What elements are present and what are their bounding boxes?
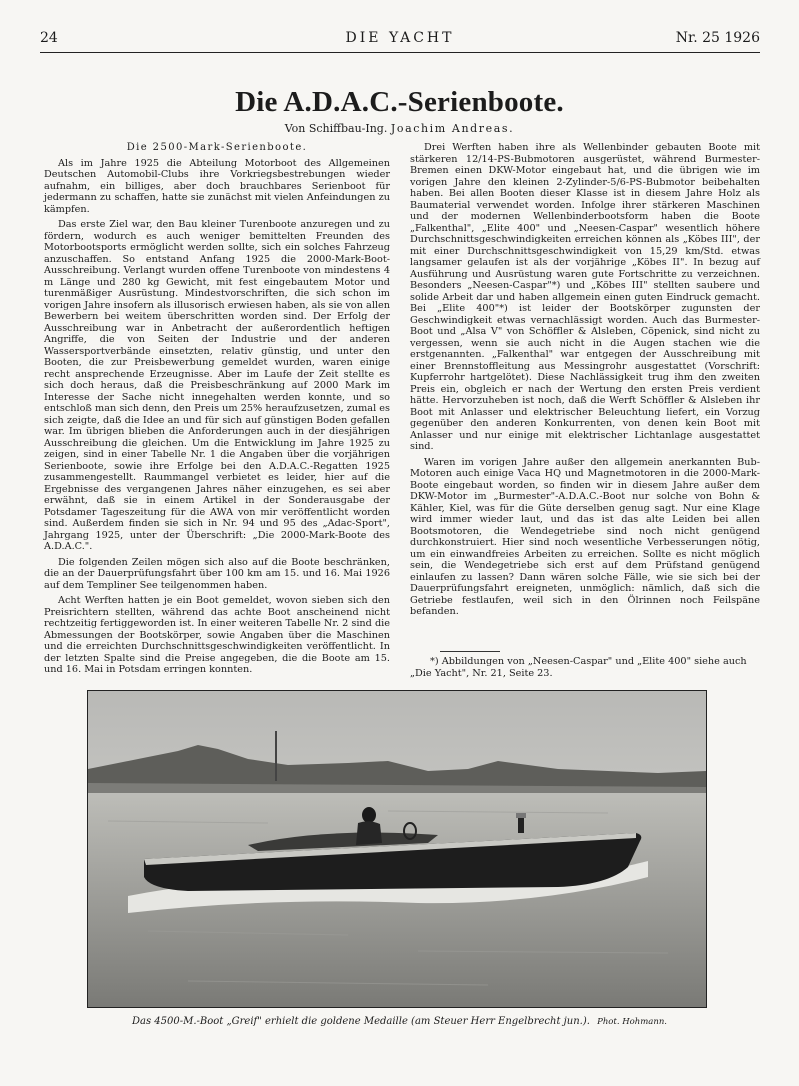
header-rule — [40, 52, 760, 53]
paragraph: Die folgenden Zeilen mögen sich also auf die Boote beschränken, die an der Dauerprüfungsfahrt über 100 km am 15. und 16. Mai 1926 auf dem Templiner See teilgenommen haben. — [44, 556, 390, 591]
boat-photo-image — [88, 691, 706, 1007]
footnote-rule — [440, 651, 500, 652]
article-column-right — [410, 142, 760, 622]
photo-caption — [0, 1016, 799, 1027]
photo-caption-text: Das 4500-M.-Boot „Greif" erhielt die goldene Medaille (am Steuer Herr Engelbrecht jun.). — [131, 1016, 590, 1027]
paragraph: Acht Werften hatten je ein Boot gemeldet, wovon sieben sich den Preisrichtern stellten, während das achte Boot anscheinend nicht rechtzeitig fertiggeworden ist. In einer weiteren Tabelle Nr. 2 sind die Abmessungen der Bootskörper, sowie Angaben über die Maschinen und die erreichten Durchschnittsgeschwindigkeiten veröffentlicht. In der letzten Spalte sind die Preise angegeben, die die Boote am 15. und 16. Mai in Potsdam erringen konnten. — [44, 595, 390, 675]
paragraph: Waren im vorigen Jahre außer den allgemein anerkannten Bub-Motoren auch einige Vaca HQ und Magnetmotoren in die 2000-Mark-Boote eingebaut worden, so finden wir in diesem Jahre außer dem DKW-Motor im „Burmester"-A.D.A.C.-Boot nur solche von Bohn & Kähler, Kiel, was für die Güte derselben genug sagt. Nur eine Klage wird immer wieder laut, und das ist das alte Leiden bei allen Bootsmotoren, die Wendegetriebe sind noch nicht genügend durchkonstruiert. Hier sind noch wesentliche Verbesserungen nötig, um ein einwandfreies Arbeiten zu erreichen. Sollte es nicht möglich sein, die Wendegetriebe sich erst auf dem Prüfstand genügend einlaufen zu lassen? Dann wären solche Fälle, wie sie sich bei der Dauerprüfungsfahrt ereigneten, unmöglich: nämlich, daß sich die Getriebe festlaufen, weil sich in den Ölrinnen noch Feilspäne befanden. — [410, 456, 760, 617]
photo-credit: Phot. Hohmann. — [597, 1017, 668, 1027]
paragraph: Das erste Ziel war, den Bau kleiner Turenboote anzuregen und zu fördern, wodurch es auch weniger bemittelten Freunden des Motorbootsports ermöglicht werden sollte, sich ein solches Fahrzeug anzuschaffen. So entstand Anfang 1925 die 2000-Mark-Boot-Ausschreibung. Verlangt wurden offene Turenboote von mindestens 4 m Länge und 280 kg Gewicht, mit fest eingebautem Motor und turenmäßiger Ausrüstung. Mindestvorschriften, die sich schon im vorigen Jahre insofern als illusorisch erwiesen haben, als sie von allen Bewerbern bei weitem überschritten worden sind. Der Erfolg der Ausschreibung war in Anbetracht der außerordentlich heftigen Angriffe, die von Seiten der Industrie und der anderen Wassersportverbände einsetzten, relativ günstig, und unter den Booten, die zur Preisbewerbung gemeldet wurden, waren einige recht ansprechende Erzeugnisse. Aber im Laufe der Zeit stellte es sich doch heraus, daß die Preisbeschränkung auf 2000 Mark im Interesse der Sache nicht innegehalten werden konnte, und so entschloß man sich denn, den Preis um 25% heraufzusetzen, zumal es sich zeigte, daß die Idee an und für sich auf günstigen Boden gefallen war. Im übrigen blieben die Anforderungen auch in der diesjährigen Ausschreibung die gleichen. Um die Entwicklung im Jahre 1925 zu zeigen, sind in einer Tabelle Nr. 1 die Angaben über die vorjährigen Serienboote, sowie ihre Erfolge bei den A.D.A.C.-Regatten 1925 zusammengestellt. Raummangel verbietet es leider, hier auf die Ergebnisse des vergangenen Jahres näher einzugehen, es sei aber erwähnt, daß sie in einem Artikel in der Sonderausgabe der Potsdamer Tageszeitung für die AWA von mir veröffentlicht worden sind. Außerdem finden sie sich in Nr. 94 und 95 des „Adac-Sport", Jahrgang 1925, unter der Überschrift: „Die 2000-Mark-Boote des A.D.A.C.". — [44, 219, 390, 552]
page-header — [40, 30, 760, 50]
paragraph: Drei Werften haben ihre als Wellenbinder gebauten Boote mit stärkeren 12/14-PS-Bubmotoren ausgerüstet, während Burmester-Bremen einen DKW-Motor eingebaut hat, und die übrigen wie im vorigen Jahre den kleinen 2-Zylinder-5/6-PS-Bubmotor beibehalten haben. Bei allen Booten dieser Klasse ist in diesem Jahre Holz als Baumaterial verwendet worden. Infolge ihrer stärkeren Maschinen und der modernen Wellenbinderbootsform haben die Boote „Falkenthal", „Elite 400" und „Neesen-Caspar" wesentlich höhere Durchschnittsgeschwindigkeiten erreichen können als „Köbes III", der mit einer Durchschnittsgeschwindigkeit von 15,29 km/Std. etwas langsamer gelaufen ist als der vorjährige „Köbes II". In bezug auf Ausführung und Ausrüstung waren gute Fortschritte zu verzeichnen. Besonders „Neesen-Caspar"*) und „Köbes III" stellten saubere und solide Arbeit dar und haben allgemein einen guten Eindruck gemacht. Bei „Elite 400"*) ist leider der Bootskörper zugunsten der Geschwindigkeit etwas vernachlässigt worden. Auch das Burmester-Boot und „Alsa V" von Schöffler & Alsleben, Cöpenick, sind nicht zu vergessen, wenn sie auch nicht in die Augen stachen wie die erstgenannten. „Falkenthal" war entgegen der Ausschreibung mit einer Brennstoffleitung aus Messingrohr ausgestattet (Vorschrift: Kupferrohr hartgelötet). Diese Nachlässigkeit trug ihm den zweiten Preis ein, obgleich er nach der Wertung den ersten Preis verdient hätte. Hervorzuheben ist noch, daß die Werft Schöffler & Alsleben ihr Boot mit Anlasser und elektrischer Beleuchtung liefert, ein Vorzug gegenüber den anderen Konkurrenten, von denen kein Boot mit Anlasser und nur einige mit elektrischer Lichtanlage ausgestattet sind. — [410, 142, 760, 452]
author-prefix: Von Schiffbau-Ing. — [284, 122, 388, 135]
author-name: Joachim Andreas. — [390, 122, 515, 135]
magazine-title: DIE YACHT — [345, 30, 455, 46]
boat-photo — [87, 690, 707, 1008]
article-subheading: Die 2500-Mark-Serienboote. — [126, 142, 308, 153]
article-column-left — [44, 142, 390, 680]
paragraph: Als im Jahre 1925 die Abteilung Motorboot des Allgemeinen Deutschen Automobil-Clubs ihre Vorkriegsbestrebungen wieder aufnahm, ein billiges, aber doch brauchbares Serienboot für jedermann zu schaffen, hatte sie zunächst mit vielen Anfeindungen zu kämpfen. — [44, 157, 390, 215]
footnote: *) Abbildungen von „Neesen-Caspar" und „Elite 400" siehe auch „Die Yacht", Nr. 21, Seite 23. — [410, 656, 747, 679]
page-number: 24 — [40, 30, 58, 46]
article-author — [0, 122, 799, 135]
article-title: Die A.D.A.C.-Serienboote. — [235, 86, 564, 118]
issue-number: Nr. 25 1926 — [675, 30, 760, 46]
